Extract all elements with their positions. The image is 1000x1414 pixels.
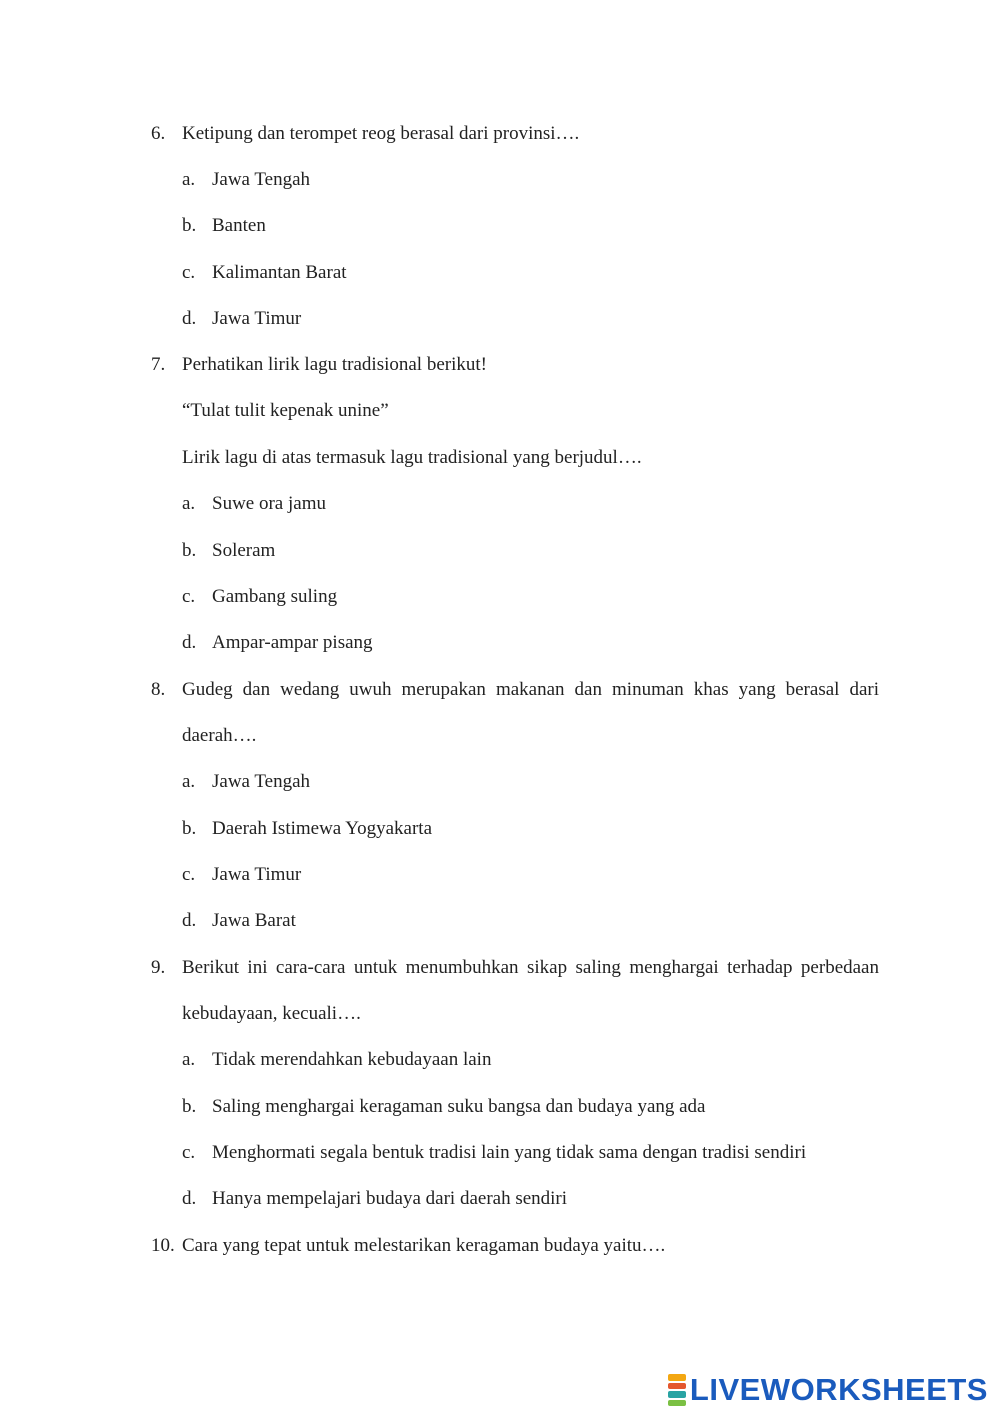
option-letter: b. [182, 215, 197, 236]
question-prompt: Lirik lagu di atas termasuk lagu tradisional yang berjudul…. [182, 447, 642, 468]
option-text: Menghormati segala bentuk tradisi lain yang tidak sama dengan tradisi sendiri [212, 1142, 807, 1163]
option-letter: c. [182, 1142, 196, 1163]
option-letter: d. [182, 1188, 197, 1209]
option-text: Suwe ora jamu [212, 493, 326, 514]
option-letter: b. [182, 540, 197, 561]
option-text: Jawa Timur [212, 864, 302, 885]
option-text: Hanya mempelajari budaya dari daerah sendiri [212, 1188, 568, 1209]
option-letter: d. [182, 632, 197, 653]
question-number: 8. [151, 679, 166, 700]
question-text: Perhatikan lirik lagu tradisional berikut! [182, 354, 487, 375]
option-letter: a. [182, 771, 196, 792]
option-letter: a. [182, 493, 196, 514]
option-letter: d. [182, 910, 197, 931]
question-text-continued: kebudayaan, kecuali…. [182, 1003, 361, 1024]
option-letter: c. [182, 864, 196, 885]
logo-text: LIVEWORKSHEETS [689, 1372, 988, 1407]
option-text: Gambang suling [212, 586, 338, 607]
question-number: 7. [151, 354, 166, 375]
option-text: Daerah Istimewa Yogyakarta [212, 818, 433, 839]
option-text: Banten [212, 215, 266, 236]
liveworksheets-logo-icon [668, 1374, 686, 1406]
option-letter: b. [182, 818, 197, 839]
question-number: 9. [151, 957, 166, 978]
option-letter: c. [182, 586, 196, 607]
question-text: Cara yang tepat untuk melestarikan keragaman budaya yaitu…. [182, 1235, 666, 1256]
liveworksheets-logo [668, 1372, 988, 1408]
option-letter: a. [182, 1049, 196, 1070]
question-number: 6. [151, 123, 166, 144]
question-text: Berikut ini cara-cara untuk menumbuhkan sikap saling menghargai terhadap perbedaan [182, 957, 879, 978]
option-text: Jawa Barat [212, 910, 296, 931]
question-number: 10. [151, 1235, 175, 1256]
option-letter: c. [182, 262, 196, 283]
option-letter: a. [182, 169, 196, 190]
option-text: Tidak merendahkan kebudayaan lain [212, 1049, 492, 1070]
option-letter: b. [182, 1096, 197, 1117]
question-text: Ketipung dan terompet reog berasal dari provinsi…. [182, 123, 580, 144]
option-text: Saling menghargai keragaman suku bangsa dan budaya yang ada [212, 1096, 706, 1117]
option-text: Kalimantan Barat [212, 262, 347, 283]
option-text: Jawa Tengah [212, 169, 311, 190]
question-text: Gudeg dan wedang uwuh merupakan makanan dan minuman khas yang berasal dari [182, 679, 879, 700]
option-text: Soleram [212, 540, 276, 561]
lyric-quote: “Tulat tulit kepenak unine” [182, 400, 389, 421]
question-text-continued: daerah…. [182, 725, 257, 746]
option-letter: d. [182, 308, 197, 329]
option-text: Jawa Timur [212, 308, 302, 329]
option-text: Jawa Tengah [212, 771, 311, 792]
option-text: Ampar-ampar pisang [212, 632, 373, 653]
